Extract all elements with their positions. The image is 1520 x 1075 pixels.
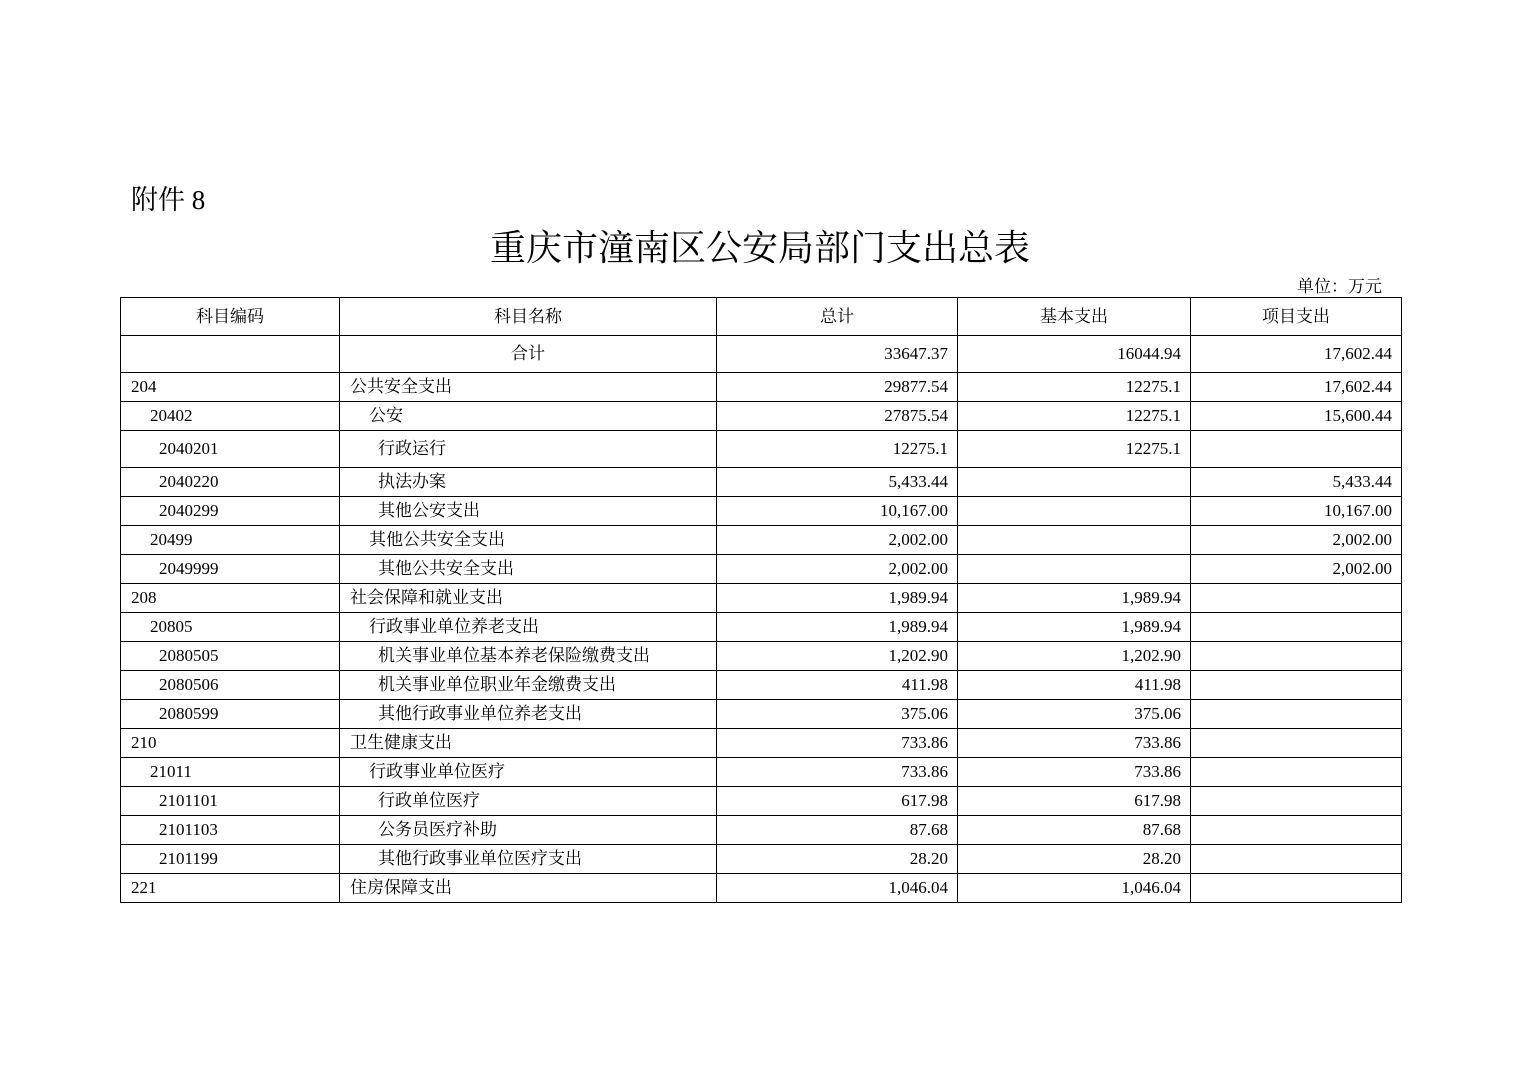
table-row bbox=[121, 845, 1402, 874]
column-header: 基本支出 bbox=[958, 298, 1191, 336]
project-cell bbox=[1191, 700, 1402, 729]
project-cell bbox=[1191, 584, 1402, 613]
table-header-row bbox=[121, 298, 1402, 336]
total-cell: 411.98 bbox=[717, 671, 958, 700]
total-cell: 12275.1 bbox=[717, 431, 958, 468]
basic-cell: 617.98 bbox=[958, 787, 1191, 816]
code-cell: 2040201 bbox=[121, 431, 340, 468]
name-cell: 其他公安支出 bbox=[340, 497, 717, 526]
table-row bbox=[121, 402, 1402, 431]
basic-cell: 1,202.90 bbox=[958, 642, 1191, 671]
expenditure-table bbox=[120, 297, 1402, 903]
basic-cell: 12275.1 bbox=[958, 431, 1191, 468]
table-row bbox=[121, 526, 1402, 555]
basic-cell: 733.86 bbox=[958, 758, 1191, 787]
attachment-label: 附件 8 bbox=[131, 185, 206, 215]
total-row bbox=[121, 336, 1402, 373]
total-cell: 1,046.04 bbox=[717, 874, 958, 903]
code-cell: 21011 bbox=[121, 758, 340, 787]
project-cell bbox=[1191, 845, 1402, 874]
basic-cell: 12275.1 bbox=[958, 402, 1191, 431]
name-cell: 卫生健康支出 bbox=[340, 729, 717, 758]
name-cell: 机关事业单位基本养老保险缴费支出 bbox=[340, 642, 717, 671]
table-row bbox=[121, 555, 1402, 584]
project-cell bbox=[1191, 431, 1402, 468]
basic-cell bbox=[958, 555, 1191, 584]
name-cell: 住房保障支出 bbox=[340, 874, 717, 903]
total-cell: 733.86 bbox=[717, 729, 958, 758]
total-cell: 87.68 bbox=[717, 816, 958, 845]
name-cell: 合计 bbox=[340, 336, 717, 373]
code-cell: 210 bbox=[121, 729, 340, 758]
project-cell: 17,602.44 bbox=[1191, 336, 1402, 373]
code-cell: 2080505 bbox=[121, 642, 340, 671]
code-cell: 204 bbox=[121, 373, 340, 402]
total-cell: 1,989.94 bbox=[717, 613, 958, 642]
table-row bbox=[121, 613, 1402, 642]
name-cell: 社会保障和就业支出 bbox=[340, 584, 717, 613]
table-row bbox=[121, 584, 1402, 613]
basic-cell bbox=[958, 526, 1191, 555]
total-cell: 5,433.44 bbox=[717, 468, 958, 497]
total-cell: 2,002.00 bbox=[717, 526, 958, 555]
total-cell: 10,167.00 bbox=[717, 497, 958, 526]
code-cell: 208 bbox=[121, 584, 340, 613]
code-cell: 20402 bbox=[121, 402, 340, 431]
column-header: 总计 bbox=[717, 298, 958, 336]
total-cell: 1,202.90 bbox=[717, 642, 958, 671]
code-cell: 20499 bbox=[121, 526, 340, 555]
name-cell: 行政单位医疗 bbox=[340, 787, 717, 816]
name-cell: 行政事业单位医疗 bbox=[340, 758, 717, 787]
name-cell: 其他行政事业单位养老支出 bbox=[340, 700, 717, 729]
project-cell bbox=[1191, 758, 1402, 787]
name-cell: 公务员医疗补助 bbox=[340, 816, 717, 845]
name-cell: 机关事业单位职业年金缴费支出 bbox=[340, 671, 717, 700]
project-cell bbox=[1191, 729, 1402, 758]
total-cell: 1,989.94 bbox=[717, 584, 958, 613]
project-cell bbox=[1191, 816, 1402, 845]
basic-cell: 1,989.94 bbox=[958, 584, 1191, 613]
project-cell bbox=[1191, 613, 1402, 642]
table-row bbox=[121, 671, 1402, 700]
table-row bbox=[121, 816, 1402, 845]
project-cell: 10,167.00 bbox=[1191, 497, 1402, 526]
table-row bbox=[121, 787, 1402, 816]
column-header: 科目编码 bbox=[121, 298, 340, 336]
total-cell: 28.20 bbox=[717, 845, 958, 874]
column-header: 科目名称 bbox=[340, 298, 717, 336]
project-cell: 2,002.00 bbox=[1191, 526, 1402, 555]
project-cell bbox=[1191, 642, 1402, 671]
basic-cell: 28.20 bbox=[958, 845, 1191, 874]
basic-cell: 1,989.94 bbox=[958, 613, 1191, 642]
code-cell: 2049999 bbox=[121, 555, 340, 584]
basic-cell: 87.68 bbox=[958, 816, 1191, 845]
project-cell bbox=[1191, 787, 1402, 816]
total-cell: 33647.37 bbox=[717, 336, 958, 373]
code-cell: 2101101 bbox=[121, 787, 340, 816]
basic-cell bbox=[958, 497, 1191, 526]
basic-cell: 12275.1 bbox=[958, 373, 1191, 402]
table-row bbox=[121, 700, 1402, 729]
total-cell: 375.06 bbox=[717, 700, 958, 729]
project-cell bbox=[1191, 874, 1402, 903]
name-cell: 公安 bbox=[340, 402, 717, 431]
name-cell: 其他公共安全支出 bbox=[340, 526, 717, 555]
name-cell: 其他行政事业单位医疗支出 bbox=[340, 845, 717, 874]
project-cell: 5,433.44 bbox=[1191, 468, 1402, 497]
name-cell: 行政运行 bbox=[340, 431, 717, 468]
total-cell: 2,002.00 bbox=[717, 555, 958, 584]
code-cell bbox=[121, 336, 340, 373]
code-cell: 221 bbox=[121, 874, 340, 903]
project-cell: 2,002.00 bbox=[1191, 555, 1402, 584]
unit-label: 单位：万元 bbox=[1297, 277, 1382, 296]
basic-cell bbox=[958, 468, 1191, 497]
project-cell: 15,600.44 bbox=[1191, 402, 1402, 431]
table-row bbox=[121, 373, 1402, 402]
project-cell: 17,602.44 bbox=[1191, 373, 1402, 402]
basic-cell: 411.98 bbox=[958, 671, 1191, 700]
code-cell: 2040299 bbox=[121, 497, 340, 526]
table-row bbox=[121, 729, 1402, 758]
total-cell: 617.98 bbox=[717, 787, 958, 816]
table-row bbox=[121, 468, 1402, 497]
name-cell: 执法办案 bbox=[340, 468, 717, 497]
table-row bbox=[121, 497, 1402, 526]
document-title: 重庆市潼南区公安局部门支出总表 bbox=[489, 228, 1030, 268]
total-cell: 733.86 bbox=[717, 758, 958, 787]
basic-cell: 375.06 bbox=[958, 700, 1191, 729]
column-header: 项目支出 bbox=[1191, 298, 1402, 336]
code-cell: 2101199 bbox=[121, 845, 340, 874]
code-cell: 20805 bbox=[121, 613, 340, 642]
basic-cell: 1,046.04 bbox=[958, 874, 1191, 903]
name-cell: 其他公共安全支出 bbox=[340, 555, 717, 584]
basic-cell: 16044.94 bbox=[958, 336, 1191, 373]
table-row bbox=[121, 758, 1402, 787]
table-row bbox=[121, 431, 1402, 468]
table-row bbox=[121, 642, 1402, 671]
table-row bbox=[121, 874, 1402, 903]
basic-cell: 733.86 bbox=[958, 729, 1191, 758]
code-cell: 2080506 bbox=[121, 671, 340, 700]
total-cell: 29877.54 bbox=[717, 373, 958, 402]
code-cell: 2101103 bbox=[121, 816, 340, 845]
name-cell: 行政事业单位养老支出 bbox=[340, 613, 717, 642]
name-cell: 公共安全支出 bbox=[340, 373, 717, 402]
total-cell: 27875.54 bbox=[717, 402, 958, 431]
project-cell bbox=[1191, 671, 1402, 700]
code-cell: 2080599 bbox=[121, 700, 340, 729]
code-cell: 2040220 bbox=[121, 468, 340, 497]
